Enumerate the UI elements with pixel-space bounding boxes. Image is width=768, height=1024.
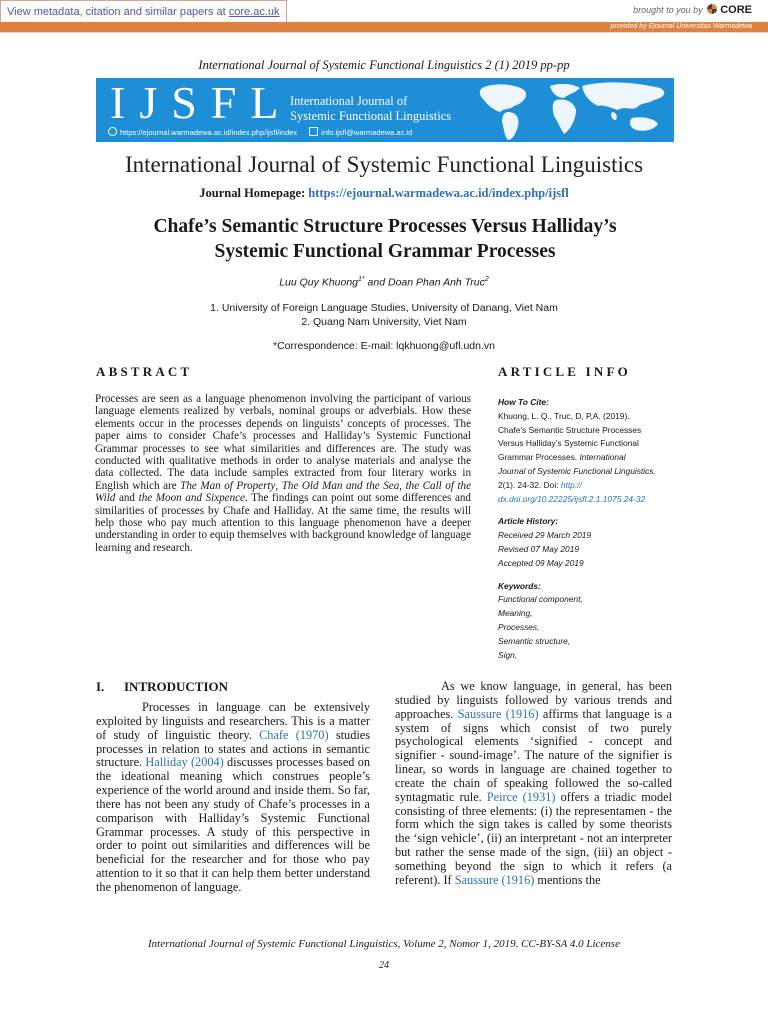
cite-line6-text: 2(1). 24-32. Doi: (498, 479, 561, 490)
intro-left-text3: discusses processes based on the ideational meaning which construes people’s experience of the world around and inside them. So far, there has not been any study of Chafe’s processes in a comparison with Halliday’s Systemic Functional Grammar processes. A study of this perspective in order to point out similarities and differences will be beneficial for the researcher and for those who pay attention to it so that it can help them better understand the phenomenon of language. (96, 755, 370, 894)
section-number: I. (96, 679, 105, 694)
article-history-label: Article History: (498, 516, 559, 527)
banner-url-text: https://ejournal.warmadewa.ac.id/index.php/ijsfl/index (120, 128, 298, 137)
cite-line4-text: Grammar Processes. (498, 452, 580, 463)
brought-by-text: brought to you by (633, 5, 703, 15)
cite-line3: Versus Halliday’s Systemic Functional (498, 438, 639, 449)
citation-chafe-1970[interactable]: Chafe (1970) (259, 727, 329, 742)
banner-name-line1: International Journal of (290, 94, 408, 108)
core-link-prefix: View metadata, citation and similar papers at (7, 6, 229, 18)
journal-banner (96, 78, 674, 142)
world-map-icon (464, 78, 674, 142)
abstract-work2: The Old Man and the Sea (281, 479, 400, 492)
revised-date: Revised 07 May 2019 (498, 543, 580, 554)
globe-icon (108, 127, 117, 136)
author-1: Luu Quy Khuong (279, 276, 359, 289)
banner-name-line2: Systemic Functional Linguistics (290, 109, 452, 123)
citation-peirce-1931[interactable]: Peirce (1931) (486, 789, 556, 804)
received-date: Received 29 March 2019 (498, 530, 592, 541)
page-footer: International Journal of Systemic Functional Linguistics, Volume 2, Nomor 1, 2019. CC-BY-SA 4.0 License (148, 938, 620, 950)
cite-line5: Journal of Systemic Functional Linguistics. (498, 465, 656, 476)
journal-acronym: IJSFL (110, 78, 293, 128)
article-title (90, 214, 680, 264)
intro-left-text1: Processes in language can be extensively exploited by linguists and researchers. This is a matter of study of linguistic theory. (96, 700, 370, 742)
article-info-heading: ARTICLE INFO (498, 364, 631, 379)
keyword-item: Semantic structure, (498, 635, 571, 646)
keyword-item: Processes, (498, 621, 540, 632)
doi-link[interactable]: dx.doi.org/10.22225/ijsfl.2.1.1075.24-32 (498, 493, 646, 504)
cite-line6 (498, 479, 688, 493)
journal-title: International Journal of Systemic Functional Linguistics (124, 152, 644, 177)
core-metadata-link[interactable] (0, 0, 287, 24)
keyword-item: Meaning, (498, 608, 533, 619)
abstract-part2: . The findings can point out some differences and similarities of processes by Chafe and Halliday. At the same time, the results will help those who pay much attention to this language phenomenon have a deeper understanding in order to equip themselves with background knowledge of language learning and research. (95, 492, 471, 554)
running-head: International Journal of Systemic Functional Linguistics 2 (1) 2019 pp-pp (198, 58, 570, 72)
abstract-part1: Processes are seen as a language phenomenon involving the participant of various language elements realized by verbals, nominal groups or adverbials. How these elements occur in the processes depends on linguists’ concepts of processes. The paper aims to consider Chafe’s processes and Halliday’s Systemic Functional Grammar processes to see what similarities and differences are. The study was conducted with qualitative methods in order to analyse materials and analyse the data collected. The data include samples extracted from four literary works in English which are (95, 393, 471, 492)
banner-url-link[interactable] (108, 128, 297, 137)
correspondence: *Correspondence: E-mail: lqkhuong@ufl.udn.vn (273, 340, 495, 352)
homepage-link[interactable]: https://ejournal.warmadewa.ac.id/index.php/ijsfl (308, 186, 569, 200)
keyword-item: Sign, (498, 649, 518, 660)
affiliation-1: 1. University of Foreign Language Studies, University of Danang, Viet Nam (210, 302, 558, 314)
page-number: 24 (379, 960, 389, 971)
citation-saussure-1916-b[interactable]: Saussure (1916) (454, 872, 535, 887)
core-logo-icon (707, 4, 717, 14)
abstract-sep1: , (275, 479, 282, 492)
article-title-line1: Chafe’s Semantic Structure Processes Versus Halliday’s (153, 216, 617, 237)
banner-email-link[interactable] (309, 128, 412, 137)
intro-left-column (96, 701, 370, 895)
abstract-body (95, 393, 471, 554)
intro-right-text4: mentions the (534, 872, 601, 887)
intro-left-text2: studies processes in relation to states and actions in semantic structure. (96, 727, 371, 770)
intro-right-text3: offers a triadic model consisting of three elements: (i) the representamen - the form which the sign takes is called by some theorists the ‘sign vehicle’, (ii) an interpretant - not an interpreter but rather the sense made of the sign, (iii) an object - something beyond the sign to which it refers (a referent). If (395, 789, 672, 887)
intro-right-text2: affirms that language is a system of signs which consist of two purely psychological elements ‘signified - concept and signifier - sound-image’. The nature of the signifier is linear, so words in language are chained together to create the chain of speaking followed the so-called syntagmatic rule. (395, 706, 672, 804)
article-info-panel (498, 396, 688, 662)
cite-line1: Khuong, L. Q., Truc, D, P,A. (2019). (498, 410, 630, 421)
doi-link-part1[interactable]: http:// (560, 479, 582, 490)
banner-email-text: info.ijsfl@warmadewa.ac.id (321, 128, 413, 137)
how-to-cite-label: How To Cite: (498, 397, 549, 407)
abstract-heading: ABSTRACT (96, 364, 193, 379)
citation-halliday-2004[interactable]: Halliday (2004) (145, 755, 224, 770)
article-title-line2: Systemic Functional Grammar Processes (214, 241, 556, 262)
author-2: and Doan Phan Anh Truc (364, 276, 485, 289)
journal-homepage (0, 186, 768, 201)
core-link[interactable]: core.ac.uk (228, 6, 280, 18)
cite-line4-journal: International (579, 452, 626, 463)
mail-icon (309, 127, 318, 136)
keywords-label: Keywords: (498, 580, 541, 591)
abstract-work3: the Call of the Wild (95, 479, 472, 505)
abstract-sep2: , (399, 479, 406, 492)
core-bar (0, 0, 768, 33)
abstract-work1: The Man of Property (180, 479, 276, 492)
citation-saussure-1916[interactable]: Saussure (1916) (457, 706, 539, 721)
homepage-label: Journal Homepage: (199, 186, 306, 200)
provided-by-text: provided by Ejournal Universitas Warmadewa (610, 23, 752, 30)
cite-line4 (498, 451, 688, 465)
abstract-work4: the Moon and Sixpence (138, 492, 245, 505)
section-title: INTRODUCTION (124, 679, 229, 694)
accepted-date: Accepted 09 May 2019 (498, 557, 584, 568)
intro-right-column (395, 680, 672, 888)
intro-right-text1: As we know language, in general, has been studied by linguists followed by various trends and approaches. (395, 679, 672, 721)
authors (0, 276, 768, 289)
brought-by[interactable] (633, 4, 752, 16)
introduction-heading (96, 679, 228, 695)
provided-by-strip (0, 22, 768, 32)
author-1-sup: 1* (358, 276, 365, 283)
keyword-item: Functional component, (498, 594, 583, 605)
banner-links (108, 127, 422, 137)
banner-journal-name (290, 94, 451, 124)
core-logo-text: CORE (720, 4, 752, 16)
author-2-sup: 2 (484, 276, 489, 283)
cite-line2: Chafe’s Semantic Structure Processes (498, 424, 642, 435)
abstract-sep3: and (115, 492, 139, 505)
affiliation-2: 2. Quang Nam University, Viet Nam (301, 316, 467, 328)
